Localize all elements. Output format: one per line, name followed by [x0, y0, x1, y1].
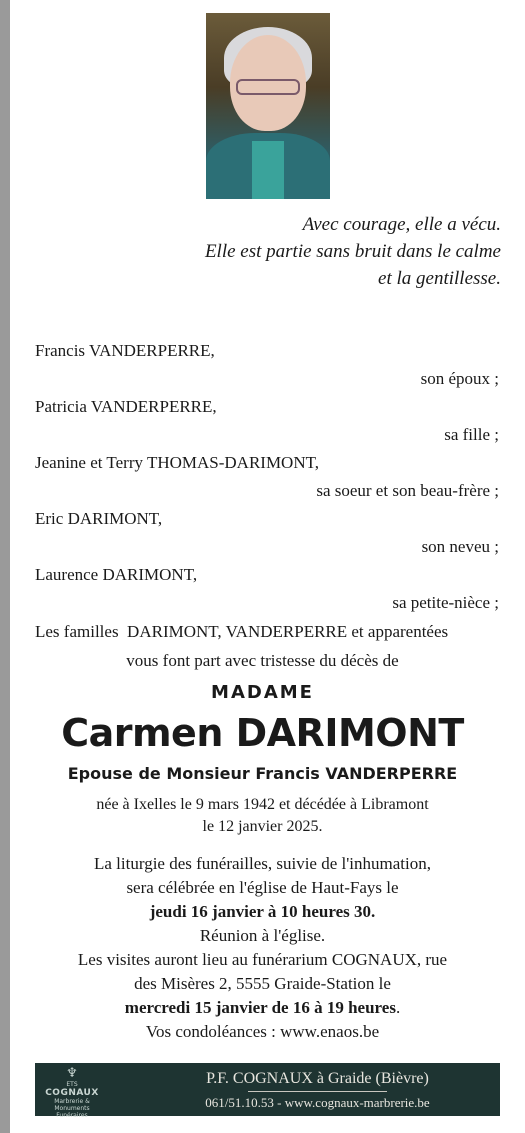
spouse-line: Epouse de Monsieur Francis VANDERPERRE [67, 764, 458, 783]
family-member-name: Patricia VANDERPERRE, [35, 397, 217, 416]
family-member-name: Francis VANDERPERRE, [35, 341, 215, 360]
ceremony-line-2: sera célébrée en l'église de Haut-Fays le [126, 878, 399, 897]
birth-death-info [20, 794, 505, 838]
portrait-photo [206, 13, 330, 199]
family-list [35, 337, 499, 647]
photo-glasses [236, 79, 300, 95]
visitation-date: mercredi 15 janvier de 16 à 19 heures [124, 998, 396, 1017]
family-member-relation: sa petite-nièce ; [392, 593, 499, 612]
born-line-2: le 12 janvier 2025. [202, 818, 323, 835]
family-member-relation: son époux ; [420, 369, 499, 388]
families-line: Les familles DARIMONT, VANDERPERRE et apparentées [35, 622, 449, 641]
family-member-relation: sa fille ; [444, 425, 499, 444]
funeral-home-banner [35, 1063, 500, 1119]
family-member-name: Laurence DARIMONT, [35, 565, 198, 584]
ceremony-line-4: Réunion à l'église. [199, 926, 326, 945]
family-member-name: Jeanine et Terry THOMAS-DARIMONT, [35, 453, 319, 472]
logo-top-text: ETS [66, 1081, 78, 1088]
funeral-home-name: P.F. COGNAUX à Graide (Bièvre) [206, 1070, 429, 1087]
quote-line-1: Avec courage, elle a vécu. [302, 214, 501, 235]
family-member-relation: sa soeur et son beau-frère ; [316, 481, 499, 500]
honorific-title: MADAME [211, 682, 314, 703]
ceremony-date: jeudi 16 janvier à 10 heures 30. [149, 902, 376, 921]
quote-line-2: Elle est partie sans bruit dans le calme [204, 241, 501, 262]
family-member-relation: son neveu ; [421, 537, 499, 556]
quote-line-3: et la gentillesse. [378, 268, 501, 289]
left-border-bar [0, 0, 10, 1133]
logo-main-text: COGNAUX [45, 1088, 99, 1098]
epitaph-quote [205, 211, 501, 292]
funeral-home-contact: 061/51.10.53 - www.cognaux-marbrerie.be [205, 1095, 430, 1110]
ceremony-line-6: des Misères 2, 5555 Graide-Station le [134, 974, 391, 993]
announcement-text: vous font part avec tristesse du décès de [126, 651, 399, 670]
logo-sub-text-2: Monuments Funéraires [54, 1105, 90, 1119]
ceremony-line-5: Les visites auront lieu au funérarium COGNAUX, rue [77, 950, 448, 969]
deceased-name: Carmen DARIMONT [61, 711, 464, 755]
flame-icon: ♆ [66, 1066, 78, 1081]
visitation-date-end: . [395, 998, 401, 1017]
condolences-line: Vos condoléances : www.enaos.be [145, 1022, 380, 1041]
family-member-name: Eric DARIMONT, [35, 509, 163, 528]
ceremony-info [20, 852, 505, 1044]
logo-sub-text-1: Marbrerie & [54, 1098, 90, 1105]
footer-divider [248, 1091, 387, 1092]
photo-shirt [252, 141, 284, 199]
funeral-home-logo [41, 1066, 103, 1119]
born-line-1: née à Ixelles le 9 mars 1942 et décédée à Libramont [96, 796, 429, 813]
ceremony-line-1: La liturgie des funérailles, suivie de l'inhumation, [93, 854, 431, 873]
